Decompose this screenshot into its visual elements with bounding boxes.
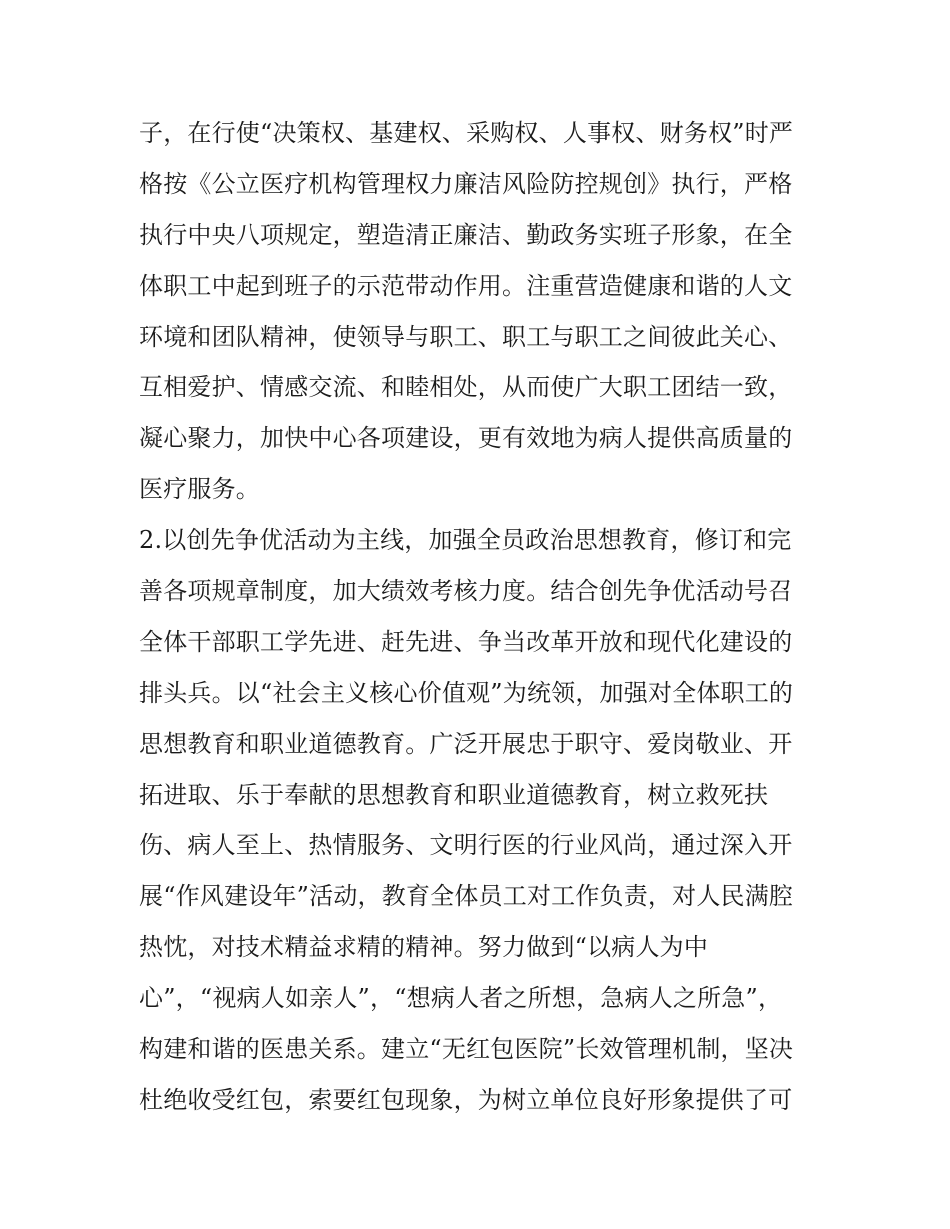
text-line: 伤、病人至上、热情服务、文明行医的行业风尚，通过深入开 (139, 831, 793, 860)
text-line: 杜绝收受红包，索要红包现象，为树立单位良好形象提供了可 (139, 1085, 793, 1114)
text-line: 互相爱护、情感交流、和睦相处，从而使广大职工团结一致， (139, 373, 793, 402)
text-line: 排头兵。以“社会主义核心价值观”为统领，加强对全体职工的 (139, 678, 794, 707)
text-line: 全体干部职工学先进、赶先进、争当改革开放和现代化建设的 (139, 627, 793, 656)
text-line: 凝心聚力，加快中心各项建设，更有效地为病人提供高质量的 (139, 424, 793, 453)
text-line: 构建和谐的医患关系。建立“无红包医院”长效管理机制，坚决 (139, 1035, 794, 1064)
document-body (139, 108, 829, 1126)
text-line: 思想教育和职业道德教育。广泛开展忠于职守、爱岗敬业、开 (139, 729, 793, 758)
text-line: 格按《公立医疗机构管理权力廉洁风险防控规创》执行，严格 (139, 169, 793, 198)
text-line: 拓进取、乐于奉献的思想教育和职业道德教育，树立救死扶 (139, 780, 769, 809)
text-line: 医疗服务。 (139, 475, 260, 504)
text-line: 体职工中起到班子的示范带动作用。注重营造健康和谐的人文 (139, 271, 793, 300)
text-line: 2.以创先争优活动为主线，加强全员政治思想教育，修订和完 (139, 526, 792, 555)
text-line: 展“作风建设年”活动，教育全体员工对工作负责，对人民满腔 (139, 882, 794, 911)
text-line: 子，在行使“决策权、基建权、采购权、人事权、财务权”时严 (139, 119, 794, 147)
text-line: 心”，“视病人如亲人”，“想病人者之所想，急病人之所急”， (139, 984, 783, 1013)
text-line: 善各项规章制度，加大绩效考核力度。结合创先争优活动号召 (139, 577, 793, 606)
text-line: 热忱，对技术精益求精的精神。努力做到“以病人为中 (139, 933, 709, 962)
text-line: 环境和团队精神，使领导与职工、职工与职工之间彼此关心、 (139, 322, 793, 351)
text-line: 执行中央八项规定，塑造清正廉洁、勤政务实班子形象，在全 (139, 220, 793, 249)
